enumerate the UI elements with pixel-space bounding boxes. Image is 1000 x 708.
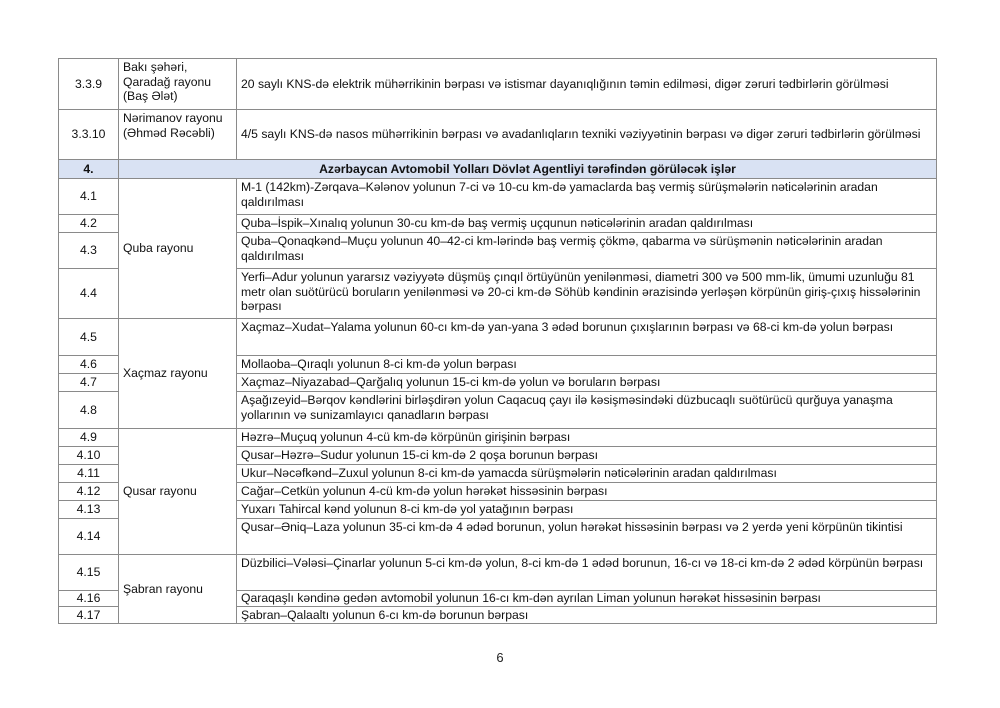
work-description: Mollaoba–Qıraqlı yolunun 8-ci km-də yolun bərpası (237, 356, 937, 374)
work-description: Cağar–Cetkün yolunun 4-cü km-də yolun hərəkət hissəsinin bərpası (237, 483, 937, 501)
work-description: Quba–İspik–Xınalıq yolunun 30-cu km-də baş vermiş uçqunun nəticələrinin aradan qaldırılması (237, 215, 937, 233)
row-number: 4.16 (59, 591, 119, 607)
row-number: 4.6 (59, 356, 119, 374)
work-description: Quba–Qonaqkənd–Muçu yolunun 40–42-ci km-lərində baş vermiş çökmə, qabarma və sürüşmənin nəticələrinin aradan qaldırılması (237, 233, 937, 269)
region-cell: Qusar rayonu (119, 429, 237, 555)
table-row (59, 110, 937, 160)
row-number: 4.13 (59, 501, 119, 519)
row-number: 4.15 (59, 555, 119, 591)
row-number: 3.3.10 (59, 110, 119, 160)
row-number: 4.3 (59, 233, 119, 269)
work-description: Xaçmaz–Xudat–Yalama yolunun 60-cı km-də yan-yana 3 ədəd borunun çıxışlarının bərpası və 68-ci km-də yolun bərpası (237, 319, 937, 356)
row-number: 4.11 (59, 465, 119, 483)
row-number: 4.14 (59, 519, 119, 555)
region-cell: Bakı şəhəri, Qaradağ rayonu (Baş Ələt) (119, 59, 237, 110)
row-number: 4.7 (59, 374, 119, 392)
row-number: 4.12 (59, 483, 119, 501)
region-cell: Şabran rayonu (119, 555, 237, 624)
work-plan-table (58, 58, 937, 624)
work-description: Yerfi–Adur yolunun yararsız vəziyyətə düşmüş çınqıl örtüyünün yenilənməsi, diametri 300 və 500 mm-lik, ümumi uzunluğu 81 metr olan suötürücü boruların yenilənməsi və 20-ci km-də Söhüb kəndinin ərazisində yerləşən körpünün giriş-çıxış hissələrinin bərpası (237, 269, 937, 319)
table-row (59, 429, 937, 447)
work-description: 4/5 saylı KNS-də nasos mühərrikinin bərpası və avadanlıqların texniki vəziyyətinin bərpası və digər zəruri tədbirlərin görülməsi (237, 110, 937, 160)
section-title: Azərbaycan Avtomobil Yolları Dövlət Agentliyi tərəfindən görüləcək işlər (119, 160, 937, 179)
table-row (59, 59, 937, 110)
row-number: 4.17 (59, 607, 119, 624)
work-description: M-1 (142km)-Zərqava–Kələnov yolunun 7-ci və 10-cu km-də yamaclarda baş vermiş sürüşmələrin nəticələrinin aradan qaldırılması (237, 179, 937, 215)
row-number: 4.5 (59, 319, 119, 356)
work-description: Xaçmaz–Niyazabad–Qarğalıq yolunun 15-ci km-də yolun və boruların bərpası (237, 374, 937, 392)
table-row (59, 179, 937, 215)
row-number: 4.10 (59, 447, 119, 465)
row-number: 3.3.9 (59, 59, 119, 110)
work-description: Qaraqaşlı kəndinə gedən avtomobil yolunun 16-cı km-dən ayrılan Liman yolunun hərəkət hissəsinin bərpası (237, 591, 937, 607)
region-cell: Nərimanov rayonu (Əhməd Rəcəbli) (119, 110, 237, 160)
section-number: 4. (59, 160, 119, 179)
work-description: Həzrə–Muçuq yolunun 4-cü km-də körpünün girişinin bərpası (237, 429, 937, 447)
table-row (59, 319, 937, 356)
region-cell: Xaçmaz rayonu (119, 319, 237, 429)
work-description: Yuxarı Tahircal kənd yolunun 8-ci km-də yol yatağının bərpası (237, 501, 937, 519)
row-number: 4.2 (59, 215, 119, 233)
work-description: Qusar–Həzrə–Sudur yolunun 15-ci km-də 2 qoşa borunun bərpası (237, 447, 937, 465)
row-number: 4.1 (59, 179, 119, 215)
row-number: 4.8 (59, 392, 119, 429)
row-number: 4.9 (59, 429, 119, 447)
row-number: 4.4 (59, 269, 119, 319)
section-header-row (59, 160, 937, 179)
page-number: 6 (496, 650, 504, 665)
region-cell: Quba rayonu (119, 179, 237, 319)
work-description: Ukur–Nəcəfkənd–Zuxul yolunun 8-ci km-də yamacda sürüşmələrin nəticələrinin aradan qaldırılması (237, 465, 937, 483)
table-row (59, 555, 937, 591)
work-description: Şabran–Qalaaltı yolunun 6-cı km-də borunun bərpası (237, 607, 937, 624)
work-description: Düzbilici–Vələsi–Çinarlar yolunun 5-ci km-də yolun, 8-ci km-də 1 ədəd borunun, 16-cı və 18-ci km-də 2 ədəd körpünün bərpası (237, 555, 937, 591)
work-description: Qusar–Əniq–Laza yolunun 35-ci km-də 4 ədəd borunun, yolun hərəkət hissəsinin bərpası və 2 yerdə yeni körpünün tikintisi (237, 519, 937, 555)
work-description: 20 saylı KNS-də elektrik mühərrikinin bərpası və istismar dayanıqlığının təmin edilməsi, digər zəruri tədbirlərin görülməsi (237, 59, 937, 110)
work-description: Aşağızeyid–Bərqov kəndlərini birləşdirən yolun Caqacuq çayı ilə kəsişməsindəki düzbucaqlı suötürücü qurğuya yanaşma yollarının və sunizamlayıcı qanadların bərpası (237, 392, 937, 429)
